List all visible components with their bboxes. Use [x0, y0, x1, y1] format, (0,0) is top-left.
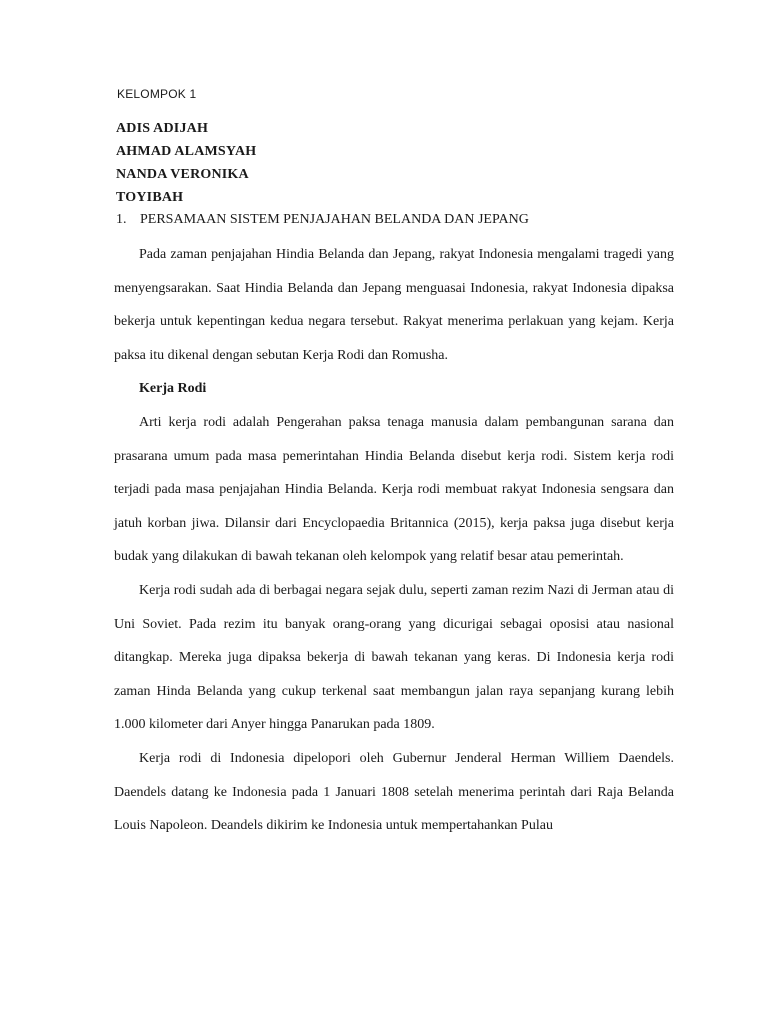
paragraph: Arti kerja rodi adalah Pengerahan paksa tenaga manusia dalam pembangunan sarana dan prasarana umum pada masa pemerintahan Hindia Belanda disebut kerja rodi. Sistem kerja rodi terjadi pada masa penjajahan Hindia Belanda. Kerja rodi membuat rakyat Indonesia sengsara dan jatuh korban jiwa. Dilansir dari Encyclopaedia Britannica (2015), kerja paksa juga disebut kerja budak yang dilakukan di bawah tekanan oleh kelompok yang relatif besar atau pemerintah.	[114, 414, 674, 565]
section-title: PERSAMAAN SISTEM PENJAJAHAN BELANDA DAN JEPANG	[140, 212, 529, 227]
body-text	[114, 238, 674, 843]
member-name: TOYIBAH	[116, 190, 184, 205]
member-name: NANDA VERONIKA	[116, 167, 249, 182]
section-number: 1.	[116, 212, 127, 227]
member-list	[116, 117, 256, 209]
paragraph: Kerja rodi sudah ada di berbagai negara sejak dulu, seperti zaman rezim Nazi di Jerman atau di Uni Soviet. Pada rezim itu banyak orang-orang yang dicurigai sebagai oposisi atau nasional ditangkap. Mereka juga dipaksa bekerja di bawah tekanan yang keras. Di Indonesia kerja rodi zaman Hinda Belanda yang cukup terkenal saat membangun jalan raya sepanjang kurang lebih 1.000 kilometer dari Anyer hingga Panarukan pada 1809.	[114, 582, 674, 733]
section-heading	[116, 208, 529, 231]
member-name: AHMAD ALAMSYAH	[116, 144, 257, 159]
subheading: Kerja Rodi	[139, 381, 207, 397]
paragraph: Kerja rodi di Indonesia dipelopori oleh Gubernur Jenderal Herman Williem Daendels. Daendels datang ke Indonesia pada 1 Januari 1808 setelah menerima perintah dari Raja Belanda Louis Napoleon. Deandels dikirim ke Indonesia untuk mempertahankan Pulau	[114, 750, 674, 834]
group-label: KELOMPOK 1	[117, 87, 197, 101]
member-name: ADIS ADIJAH	[116, 121, 209, 136]
paragraph: Pada zaman penjajahan Hindia Belanda dan Jepang, rakyat Indonesia mengalami tragedi yang menyengsarakan. Saat Hindia Belanda dan Jepang menguasai Indonesia, rakyat Indonesia dipaksa bekerja untuk kepentingan kedua negara tersebut. Rakyat menerima perlakuan yang kejam. Kerja paksa itu dikenal dengan sebutan Kerja Rodi dan Romusha.	[114, 247, 674, 363]
